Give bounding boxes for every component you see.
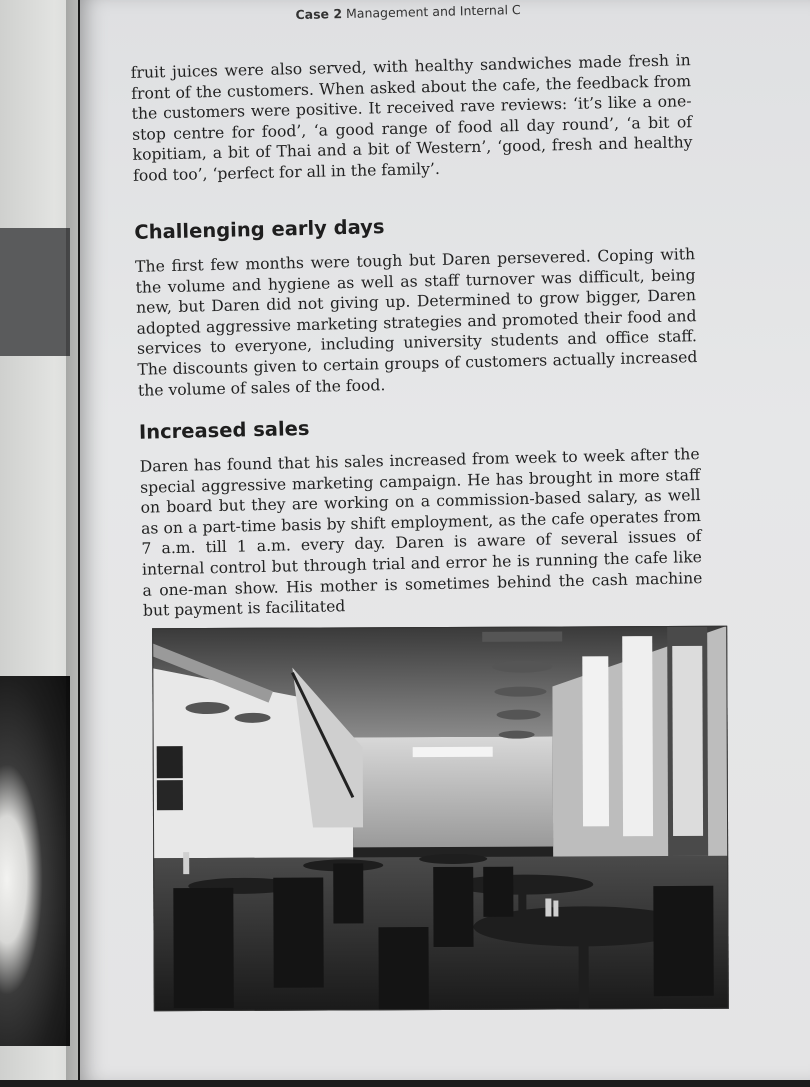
cafe-photo-illustration: [152, 626, 729, 1012]
left-page-photo: [0, 676, 70, 1046]
heading-increased-sales: Increased sales: [138, 416, 310, 444]
paragraph-increased-sales: Daren has found that his sales increased from week to week after the special aggressive marketing campaign. He has brought in more staff on board but they are working on a commission-based salary, as well as on a part-time basis by shift employment, as the cafe operates from 7 a.m. till 1 a.m. every day. Daren is aware of several issues of internal control but through trial and error he is running the cafe like a one-man show. His mother is sometimes behind the cash machine but payment is facilitated: [139, 445, 703, 620]
case-title: Management and Internal C: [345, 2, 521, 21]
book-page: [80, 0, 810, 1080]
left-page-grey-band: [0, 228, 70, 356]
case-number: Case 2: [295, 6, 343, 23]
running-header: [295, 2, 521, 22]
paragraph-early-days: The first few months were tough but Daren persevered. Coping with the volume and hygiene as well as staff turnover was difficult, being new, but Daren did not giving up. Determined to grow bigger, Daren adopted aggressive marketing strategies and promoted their food and services to everyone, including university students and office staff. The discounts given to certain groups of customers actually increased the volume of sales of the food.: [134, 245, 698, 400]
paragraph-feedback: fruit juices were also served, with healthy sandwiches made fresh in front of the customers. When asked about the cafe, the feedback from the customers were positive. It received rave reviews: ‘it’s like a one-stop centre for food’, ‘a good range of food all day round’, ‘a bit of kopitiam, a bit of Thai and a bit of Western’, ‘good, fresh and healthy food too’, ‘perfect for all in the family’.: [130, 51, 693, 185]
cafe-interior-photo: [152, 626, 729, 1012]
heading-challenging-early-days: Challenging early days: [134, 215, 385, 244]
